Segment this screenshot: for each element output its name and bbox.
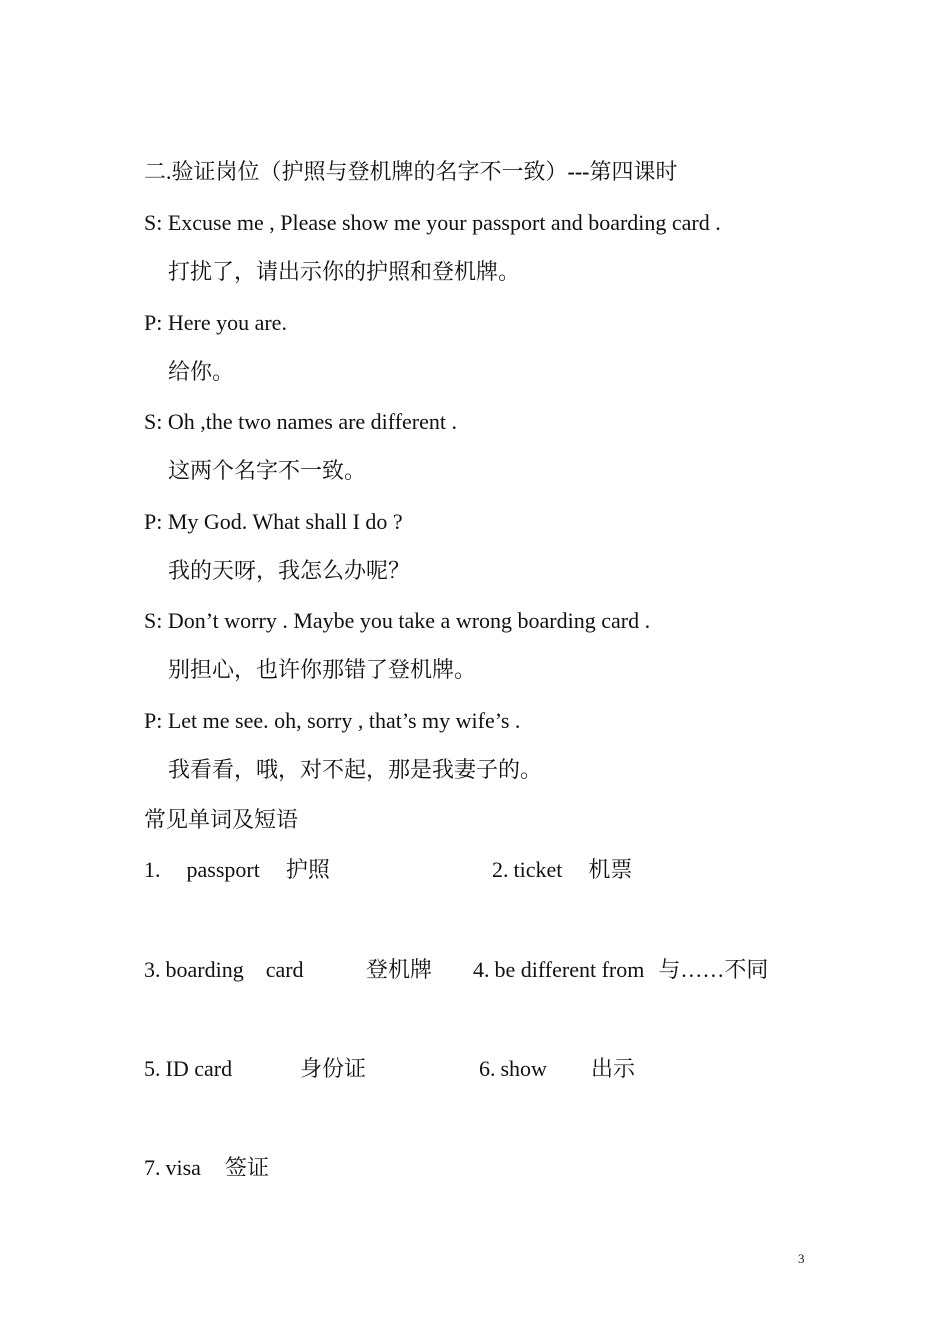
dialogue-line-en: P: Let me see. oh, sorry , that’s my wife’s .: [144, 708, 521, 733]
dialogue-line-en: S: Excuse me , Please show me your passport and boarding card .: [144, 210, 721, 235]
vocab-chinese: 登机牌: [366, 957, 433, 982]
vocab-number: 7.: [144, 1155, 161, 1180]
vocab-english: boarding card: [165, 957, 304, 982]
vocab-english: be different from: [494, 957, 645, 982]
section-heading: [144, 158, 678, 186]
vocab-chinese: 与……不同: [658, 957, 769, 982]
dialogue-line-zh: 这两个名字不一致。: [168, 458, 367, 483]
vocab-number: 2.: [492, 857, 509, 882]
vocab-chinese: 机票: [588, 857, 633, 882]
page-number: 3: [798, 1251, 805, 1266]
vocab-chinese: 身份证: [300, 1056, 367, 1081]
vocab-chinese: 出示: [591, 1056, 636, 1081]
heading-suffix: 第四课时: [589, 159, 678, 184]
vocab-english: passport: [186, 857, 260, 882]
vocab-english: visa: [165, 1155, 201, 1180]
vocab-item-ticket: [492, 856, 632, 884]
dialogue-line-zh: 打扰了，请出示你的护照和登机牌。: [168, 259, 521, 284]
heading-prefix: 二.验证岗位（护照与登机牌的名字不一致）: [144, 159, 568, 184]
dialogue-line-zh: 我看看，哦，对不起，那是我妻子的。: [168, 757, 543, 782]
dialogue-line-zh: 别担心，也许你那错了登机牌。: [168, 657, 477, 682]
dialogue-line-en: P: My God. What shall I do ?: [144, 509, 403, 534]
dialogue-line-zh: 我的天呀，我怎么办呢？: [168, 558, 411, 583]
vocab-chinese: 签证: [224, 1155, 269, 1180]
heading-dashes: ---: [567, 159, 590, 184]
vocab-number: 5.: [144, 1056, 161, 1081]
vocab-number: 6.: [479, 1056, 496, 1081]
vocab-english: ticket: [513, 857, 563, 882]
vocab-number: 3.: [144, 957, 161, 982]
vocab-chinese: 护照: [285, 857, 330, 882]
vocab-number: 4.: [473, 957, 490, 982]
vocab-item-show: [479, 1055, 547, 1083]
dialogue-line-zh: 给你。: [168, 359, 235, 384]
dialogue-line-en: P: Here you are.: [144, 310, 287, 335]
vocab-item-boarding-card: [144, 956, 304, 984]
vocab-item-visa: [144, 1154, 269, 1182]
dialogue-line-en: S: Oh ,the two names are different .: [144, 409, 458, 434]
vocab-title: 常见单词及短语: [144, 807, 299, 832]
vocab-item-id-card: [144, 1055, 232, 1083]
vocab-item-passport: [144, 856, 330, 884]
dialogue-line-en: S: Don’t worry . Maybe you take a wrong boarding card .: [144, 608, 651, 633]
vocab-item-be-different-from: [473, 956, 768, 984]
vocab-number: 1.: [144, 857, 161, 882]
vocab-english: ID card: [165, 1056, 233, 1081]
vocab-english: show: [500, 1056, 547, 1081]
